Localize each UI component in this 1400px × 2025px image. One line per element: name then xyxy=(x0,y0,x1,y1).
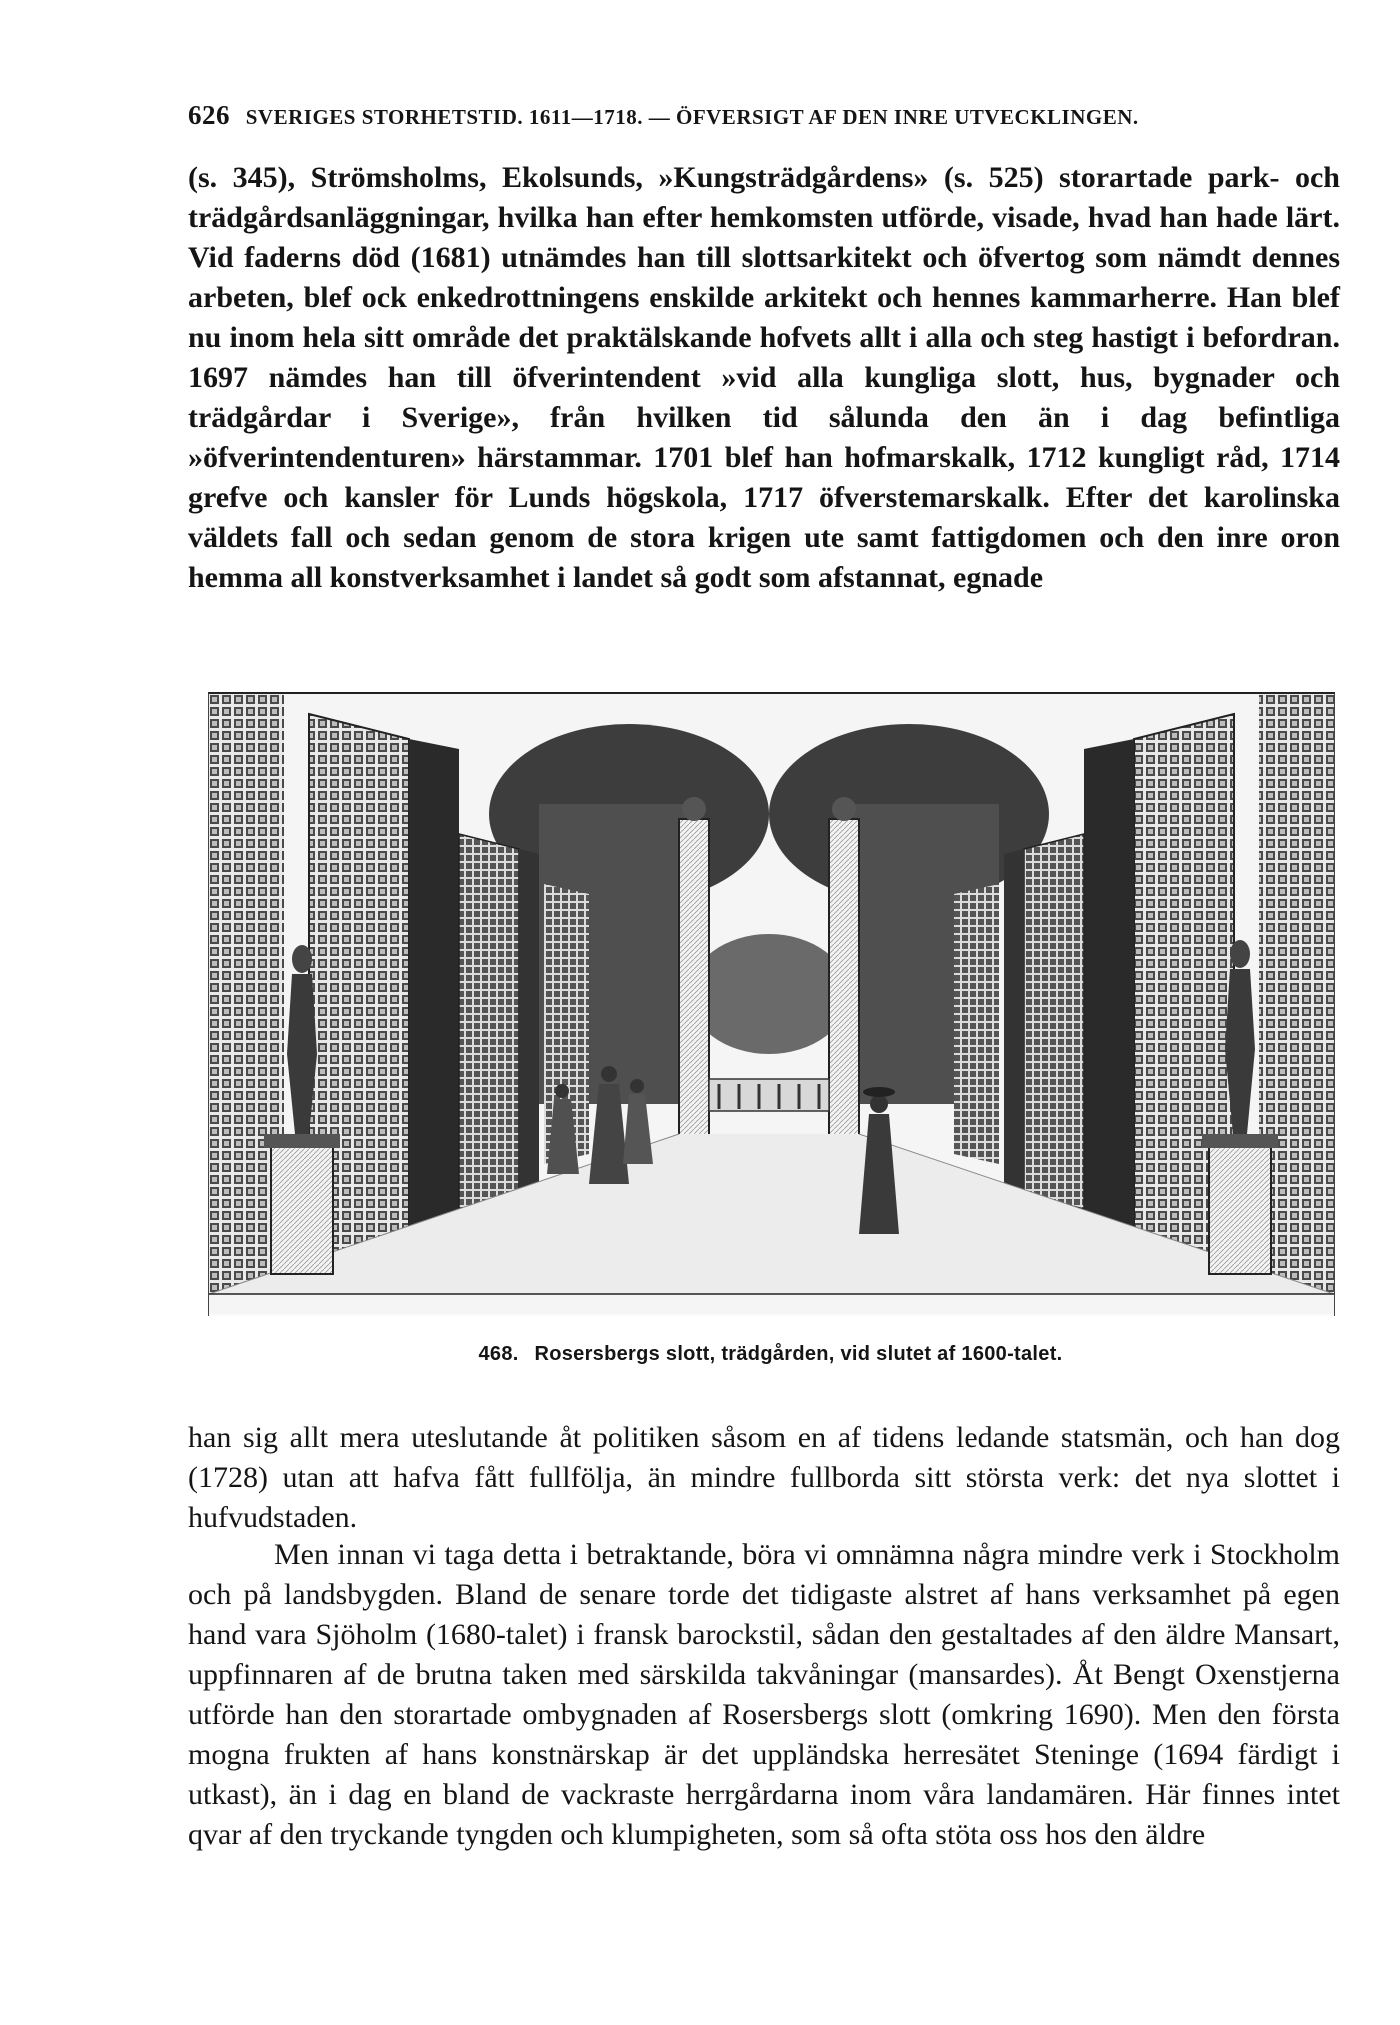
running-header xyxy=(188,100,1338,131)
garden-illustration xyxy=(208,692,1335,1316)
paragraph-top: (s. 345), Strömsholms, Ekolsunds, »Kungsträdgårdens» (s. 525) storartade park- och trädgårdsanläggningar, hvilka han efter hemkomsten utförde, visade, hvad han hade lärt. Vid faderns död (1681) utnämdes han till slottsarkitekt och öfvertog som nämdt dennes arbeten, blef ock enkedrottningens enskilde arkitekt och hennes kammarherre. Han blef nu inom hela sitt område det praktälskande hofvets allt i alla och steg hastigt i befordran. 1697 nämdes han till öfverintendent »vid alla kungliga slott, hus, bygnader och trädgårdar i Sverige», från hvilken tid sålunda den än i dag befintliga »öfverintendenturen» härstammar. 1701 blef han hofmarskalk, 1712 kungligt råd, 1714 grefve och kansler för Lunds högskola, 1717 öfverstemarskalk. Efter det karolinska väldets fall och sedan genom de stora krigen ute samt fattigdomen och den inre oron hemma all konstverksamhet i landet så godt som afstannat, egnade xyxy=(188,161,1340,594)
running-title: SVERIGES STORHETSTID. 1611—1718. — ÖFVERSIGT AF DEN INRE UTVECKLINGEN. xyxy=(245,105,1139,129)
page-number: 626 xyxy=(188,100,230,130)
distant-balustrade xyxy=(709,1079,829,1111)
figure-caption xyxy=(208,1343,1333,1366)
figure-caption-text: Rosersbergs slott, trädgården, vid slutet af 1600-talet. xyxy=(534,1343,1063,1365)
figure-number: 468. xyxy=(478,1343,519,1365)
paragraph-continued: han sig allt mera uteslutande åt politiken såsom en af tidens ledande statsmän, och han dog (1728) utan att hafva fått fullfölja, än mindre fullborda sitt största verk: det nya slottet i hufvudstaden. xyxy=(188,1421,1340,1534)
paragraph-second: Men innan vi taga detta i betraktande, böra vi omnämna några mindre verk i Stockholm och på landsbygden. Bland de senare torde det tidigaste alstret af hans verksamhet på egen hand vara Sjöholm (1680-talet) i fransk barockstil, sådan den gestaltades af den äldre Mansart, uppfinnaren af de brutna taken med särskilda takvåningar (mansardes). Åt Bengt Oxenstjerna utförde han den storartade ombygnaden af Rosersbergs slott (omkring 1690). Men den första mogna frukten af hans konstnärskap är det uppländska herresätet Steninge (1694 färdigt i utkast), än i dag en bland de vackraste herrgårdarna inom våra landamären. Här finnes intet qvar af den tryckande tyngden och klumpigheten, som så ofta stöta oss hos den äldre xyxy=(188,1538,1340,1851)
